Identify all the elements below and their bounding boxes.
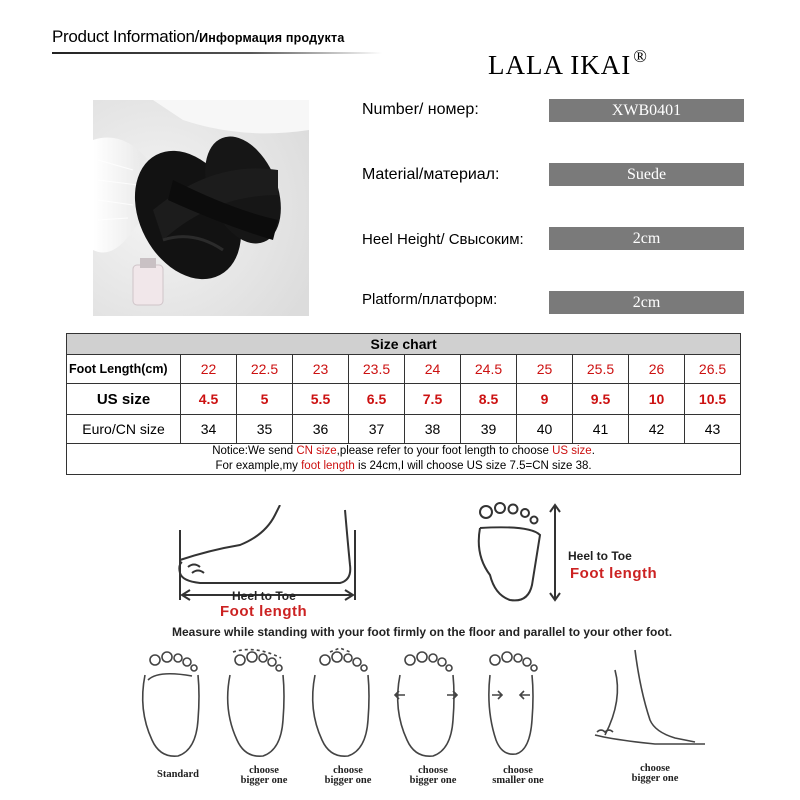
registered-mark: ®: [633, 46, 648, 66]
caption-line2: bigger one: [240, 775, 288, 786]
side-heel-to-toe: Heel to Toe: [232, 589, 296, 603]
brand-logo: [488, 46, 648, 81]
us-size-row: [67, 384, 741, 415]
us-size-cell: 10.5: [685, 384, 741, 415]
foot-length-cell: 22.5: [237, 355, 293, 384]
caption-line1: Standard: [156, 769, 199, 780]
size-chart-title: Size chart: [67, 334, 741, 355]
caption-standard: [143, 770, 213, 780]
foot-length-cell: 24: [405, 355, 461, 384]
caption-line1: choose: [249, 765, 279, 776]
spec-value-number: XWB0401: [549, 99, 744, 122]
title-ru: Информация продукта: [199, 31, 345, 45]
foot-length-label: Foot Length(cm): [67, 355, 181, 384]
spec-label-number: Number/ номер:: [362, 101, 479, 118]
notice-text: .: [591, 445, 595, 457]
caption-line2: bigger one: [324, 775, 372, 786]
eu-size-cell: 35: [237, 415, 293, 444]
us-size-cell: 9.5: [573, 384, 629, 415]
spec-label-platform: Platform/платформ:: [362, 291, 498, 308]
eu-size-cell: 38: [405, 415, 461, 444]
caption-bigger-3: [398, 766, 468, 786]
measure-instruction: Measure while standing with your foot firmly on the floor and parallel to your other foot.: [172, 625, 673, 639]
notice-highlight-cn: CN size: [296, 445, 337, 457]
caption-line2: bigger one: [409, 775, 457, 786]
eu-size-cell: 34: [181, 415, 237, 444]
foot-top-view-icon: [470, 500, 580, 610]
foot-length-cell: 23.5: [349, 355, 405, 384]
top-heel-to-toe: Heel to Toe: [568, 549, 632, 563]
caption-bigger-4: [620, 764, 690, 784]
eu-size-cell: 36: [293, 415, 349, 444]
eu-size-cell: 41: [573, 415, 629, 444]
caption-bigger-1: [229, 766, 299, 786]
us-size-cell: 10: [629, 384, 685, 415]
eu-size-cell: 37: [349, 415, 405, 444]
brand-name: LALA IKAI: [488, 50, 632, 80]
slipper-image: [93, 100, 309, 316]
caption-line1: choose: [418, 765, 448, 776]
foot-length-cell: 25: [517, 355, 573, 384]
us-size-label: US size: [67, 384, 181, 415]
notice-text: ,please refer to your foot length to choose: [336, 445, 553, 457]
eu-size-row: [67, 415, 741, 444]
side-foot-length: Foot length: [220, 603, 308, 620]
caption-bigger-2: [313, 766, 383, 786]
foot-length-cell: 23: [293, 355, 349, 384]
caption-line2: bigger one: [631, 773, 679, 784]
title-en: Product Information/: [52, 27, 200, 46]
size-chart-notice: [67, 444, 741, 475]
product-photo: [93, 100, 309, 316]
caption-line2: smaller one: [492, 775, 544, 786]
caption-smaller: [483, 766, 553, 786]
caption-line1: choose: [333, 765, 363, 776]
foot-length-cell: 26.5: [685, 355, 741, 384]
caption-line1: choose: [503, 765, 533, 776]
eu-size-cell: 39: [461, 415, 517, 444]
spec-label-heel-height: Heel Height/ Свысоким:: [362, 231, 524, 248]
title-underline: [52, 52, 382, 54]
foot-length-row: [67, 355, 741, 384]
us-size-cell: 4.5: [181, 384, 237, 415]
eu-size-cell: 43: [685, 415, 741, 444]
us-size-cell: 5.5: [293, 384, 349, 415]
us-size-cell: 5: [237, 384, 293, 415]
spec-label-material: Material/материал:: [362, 166, 500, 183]
spec-value-platform: 2cm: [549, 291, 744, 314]
size-chart-table: [66, 333, 741, 475]
foot-length-cell: 22: [181, 355, 237, 384]
caption-line1: choose: [640, 763, 670, 774]
size-chart: [66, 333, 740, 480]
foot-length-cell: 25.5: [573, 355, 629, 384]
us-size-cell: 7.5: [405, 384, 461, 415]
example-text: is 24cm,I will choose US size 7.5=CN size 38.: [354, 460, 592, 472]
spec-value-material: Suede: [549, 163, 744, 186]
eu-size-label: Euro/CN size: [67, 415, 181, 444]
notice-highlight-us: US size: [552, 445, 592, 457]
example-highlight: foot length: [301, 460, 355, 472]
top-foot-length: Foot length: [570, 565, 658, 582]
foot-length-cell: 24.5: [461, 355, 517, 384]
notice-text: Notice:We send: [212, 445, 297, 457]
foot-length-cell: 26: [629, 355, 685, 384]
eu-size-cell: 40: [517, 415, 573, 444]
spec-value-heel-height: 2cm: [549, 227, 744, 250]
us-size-cell: 6.5: [349, 384, 405, 415]
page-title: [52, 27, 345, 47]
example-text: For example,my: [215, 460, 302, 472]
us-size-cell: 9: [517, 384, 573, 415]
us-size-cell: 8.5: [461, 384, 517, 415]
fit-examples-icon: [130, 640, 720, 765]
eu-size-cell: 42: [629, 415, 685, 444]
